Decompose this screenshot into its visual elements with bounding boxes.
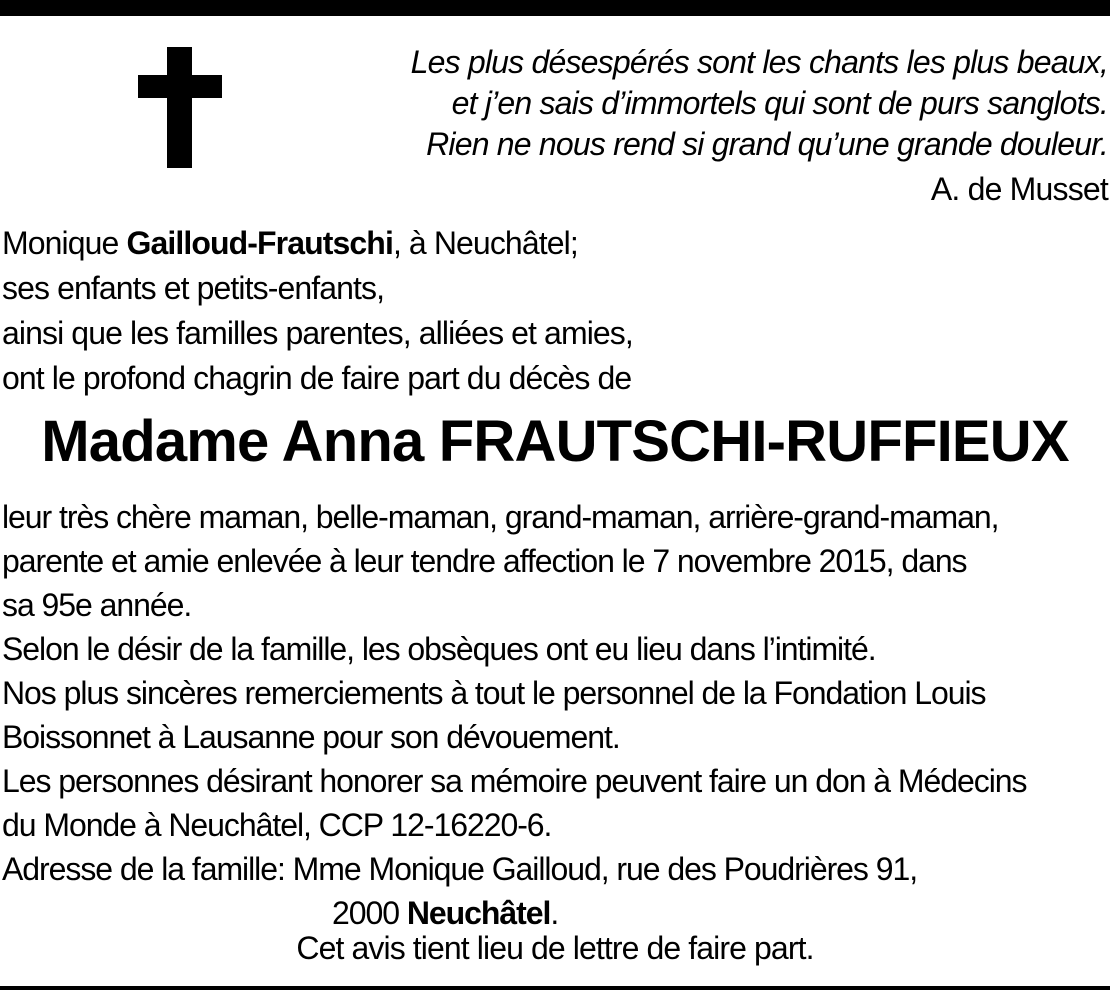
body-line: Nos plus sincères remerciements à tout le personnel de la Fondation Louis bbox=[2, 675, 986, 711]
body-line: Boissonnet à Lausanne pour son dévouement. bbox=[2, 719, 620, 755]
intro-suffix: , à Neuchâtel; bbox=[392, 225, 578, 261]
intro-line: ont le profond chagrin de faire part du décès de bbox=[2, 360, 632, 396]
intro-line bbox=[2, 221, 633, 266]
body-line: Adresse de la famille: Mme Monique Gailloud, rue des Poudrières 91, bbox=[2, 851, 918, 887]
quote-line: Les plus désespérés sont les chants les plus beaux, bbox=[410, 44, 1108, 80]
cross-icon bbox=[138, 47, 222, 168]
address-period: . bbox=[550, 895, 559, 931]
intro-block bbox=[2, 221, 633, 401]
bottom-rule bbox=[0, 986, 1110, 990]
body-line: sa 95e année. bbox=[2, 587, 192, 623]
quote-line: et j’en sais d’immortels qui sont de purs sanglots. bbox=[451, 85, 1108, 121]
postcode: 2000 bbox=[332, 895, 407, 931]
body-line: du Monde à Neuchâtel, CCP 12-16220-6. bbox=[2, 807, 552, 843]
top-rule bbox=[0, 0, 1110, 16]
deceased-name: Madame Anna FRAUTSCHI-RUFFIEUX bbox=[41, 409, 1069, 474]
body-block bbox=[2, 495, 1026, 935]
body-line: Les personnes désirant honorer sa mémoire peuvent faire un don à Médecins bbox=[2, 763, 1027, 799]
quote-author: A. de Musset bbox=[930, 171, 1108, 207]
closing-note: Cet avis tient lieu de lettre de faire part. bbox=[296, 930, 814, 966]
city: Neuchâtel bbox=[406, 895, 551, 931]
body-line: parente et amie enlevée à leur tendre affection le 7 novembre 2015, dans bbox=[2, 543, 967, 579]
intro-line: ses enfants et petits-enfants, bbox=[2, 270, 385, 306]
intro-line: ainsi que les familles parentes, alliées et amies, bbox=[2, 315, 633, 351]
intro-prefix: Monique bbox=[2, 225, 127, 261]
epigraph-quote bbox=[308, 42, 1108, 165]
family-name: Gailloud-Frautschi bbox=[126, 225, 393, 261]
quote-line: Rien ne nous rend si grand qu’une grande douleur. bbox=[426, 126, 1108, 162]
body-line: Selon le désir de la famille, les obsèques ont eu lieu dans l’intimité. bbox=[2, 631, 876, 667]
body-line: leur très chère maman, belle-maman, grand-maman, arrière-grand-maman, bbox=[2, 499, 999, 535]
